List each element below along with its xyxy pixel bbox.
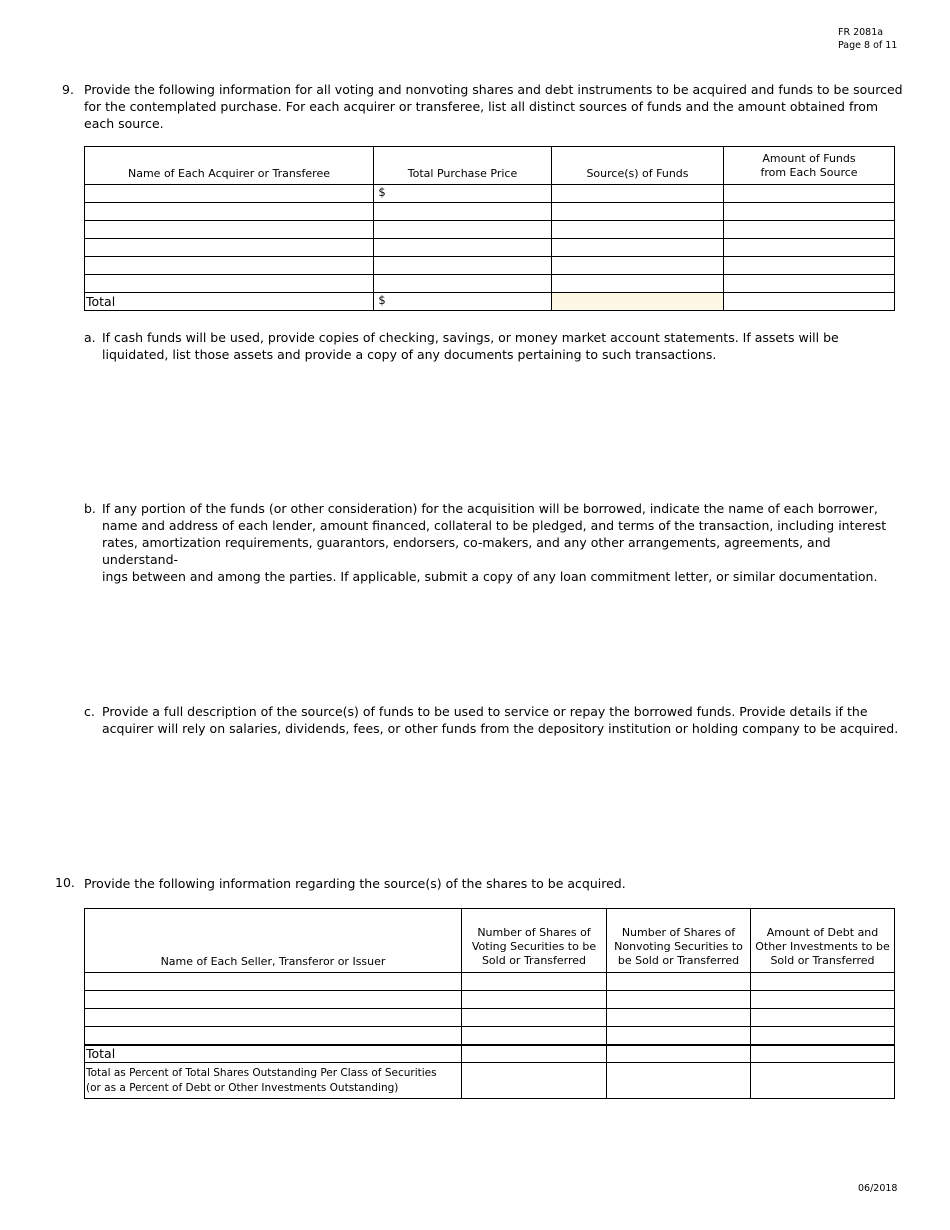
question-9-text-line: each source. xyxy=(84,116,164,131)
total-amount-input[interactable] xyxy=(724,293,895,311)
table-row xyxy=(85,203,895,221)
question-9-text xyxy=(84,81,904,132)
source-input[interactable] xyxy=(552,239,724,257)
sources-of-shares-table xyxy=(84,908,895,1099)
table-row xyxy=(85,1009,895,1027)
col-header-debt-line: Sold or Transferred xyxy=(770,954,875,967)
sub-a-text-line: liquidated, list those assets and provide a copy of any documents pertaining to such transactions. xyxy=(102,347,717,362)
amount-input[interactable] xyxy=(724,185,895,203)
sub-c-text xyxy=(102,703,902,737)
page-number: Page 8 of 11 xyxy=(838,40,898,51)
seller-name-input[interactable] xyxy=(85,1009,462,1027)
purchase-price-input[interactable] xyxy=(374,185,552,203)
table-percent-row xyxy=(85,1063,895,1099)
col-header-debt-line: Other Investments to be xyxy=(755,940,890,953)
table-row xyxy=(85,221,895,239)
form-id: FR 2081a xyxy=(838,27,884,38)
sub-c-letter: c. xyxy=(84,704,95,719)
table-row xyxy=(85,257,895,275)
percent-nonvoting-input[interactable] xyxy=(607,1063,751,1099)
form-header xyxy=(838,26,897,52)
seller-name-input[interactable] xyxy=(85,973,462,991)
voting-shares-input[interactable] xyxy=(462,991,607,1009)
sub-c-answer-area[interactable] xyxy=(102,742,894,866)
table-header-row xyxy=(85,909,895,973)
sub-c-text-line: acquirer will rely on salaries, dividends, fees, or other funds from the depository institution or holding company to be acquired. xyxy=(102,721,899,736)
acquirer-name-input[interactable] xyxy=(85,275,374,293)
text-field[interactable] xyxy=(724,189,894,202)
voting-shares-input[interactable] xyxy=(462,1009,607,1027)
col-header-voting-line: Voting Securities to be xyxy=(471,940,597,953)
percent-label xyxy=(85,1063,462,1099)
percent-label-line: (or as a Percent of Debt or Other Investments Outstanding) xyxy=(86,1081,399,1094)
amount-input[interactable] xyxy=(724,221,895,239)
table-row xyxy=(85,185,895,203)
sources-of-funds-table xyxy=(84,146,895,311)
sub-b-text-line: rates, amortization requirements, guarantors, endorsers, co-makers, and any other arrangements, agreements, and understand- xyxy=(102,535,831,567)
nonvoting-shares-input[interactable] xyxy=(607,991,751,1009)
question-9-text-line: for the contemplated purchase. For each acquirer or transferee, list all distinct sources of funds and the amount obtained from xyxy=(84,99,879,114)
total-voting-input[interactable] xyxy=(462,1045,607,1063)
text-field[interactable] xyxy=(85,189,373,202)
col-header-voting-line: Number of Shares of xyxy=(477,926,591,939)
col-header-voting xyxy=(462,909,607,973)
total-debt-input[interactable] xyxy=(751,1045,895,1063)
sub-a-text-line: If cash funds will be used, provide copies of checking, savings, or money market account statements. If assets will be xyxy=(102,330,839,345)
sub-b-letter: b. xyxy=(84,501,96,516)
sub-b-text-line: If any portion of the funds (or other consideration) for the acquisition will be borrowed, indicate the name of each borrower, xyxy=(102,501,878,516)
col-header-nonvoting xyxy=(607,909,751,973)
nonvoting-shares-input[interactable] xyxy=(607,1027,751,1045)
text-field[interactable] xyxy=(552,189,723,202)
amount-input[interactable] xyxy=(724,257,895,275)
sub-a-letter: a. xyxy=(84,330,96,345)
dollar-field[interactable] xyxy=(374,293,551,307)
debt-amount-input[interactable] xyxy=(751,991,895,1009)
sub-b-answer-area[interactable] xyxy=(102,572,894,696)
table-total-row xyxy=(85,1045,895,1063)
sub-c-text-line: Provide a full description of the source(s) of funds to be used to service or repay the borrowed funds. Provide details if the xyxy=(102,704,868,719)
voting-shares-input[interactable] xyxy=(462,973,607,991)
question-10-text: Provide the following information regarding the source(s) of the shares to be acquired. xyxy=(84,876,626,891)
col-header-nonvoting-line: Nonvoting Securities to xyxy=(614,940,743,953)
acquirer-name-input[interactable] xyxy=(85,239,374,257)
question-9-text-line: Provide the following information for all voting and nonvoting shares and debt instruments to be acquired and funds to be sourced xyxy=(84,82,903,97)
total-label: Total xyxy=(85,293,374,311)
purchase-price-input[interactable] xyxy=(374,239,552,257)
purchase-price-input[interactable] xyxy=(374,275,552,293)
source-input[interactable] xyxy=(552,275,724,293)
debt-amount-input[interactable] xyxy=(751,1009,895,1027)
acquirer-name-input[interactable] xyxy=(85,185,374,203)
table-row xyxy=(85,275,895,293)
sub-b-text-line: ings between and among the parties. If applicable, submit a copy of any loan commitment letter, or similar documentation. xyxy=(102,569,878,584)
col-header-debt xyxy=(751,909,895,973)
dollar-sign: $ xyxy=(378,185,386,199)
percent-label-line: Total as Percent of Total Shares Outstanding Per Class of Securities xyxy=(86,1066,437,1079)
debt-amount-input[interactable] xyxy=(751,1027,895,1045)
voting-shares-input[interactable] xyxy=(462,1027,607,1045)
acquirer-name-input[interactable] xyxy=(85,203,374,221)
sub-b-text-line: name and address of each lender, amount financed, collateral to be pledged, and terms of the transaction, including interest xyxy=(102,518,887,533)
col-header-voting-line: Sold or Transferred xyxy=(481,954,587,967)
table-total-row xyxy=(85,293,895,311)
col-header-debt-line: Amount of Debt and xyxy=(766,926,879,939)
amount-input[interactable] xyxy=(724,239,895,257)
col-header-sources: Source(s) of Funds xyxy=(552,147,724,185)
seller-name-input[interactable] xyxy=(85,1027,462,1045)
table-row xyxy=(85,1027,895,1045)
col-header-acquirer: Name of Each Acquirer or Transferee xyxy=(85,147,374,185)
source-input[interactable] xyxy=(552,185,724,203)
col-header-amount-line: from Each Source xyxy=(760,166,858,179)
total-nonvoting-input[interactable] xyxy=(607,1045,751,1063)
amount-input[interactable] xyxy=(724,203,895,221)
source-input[interactable] xyxy=(552,221,724,239)
col-header-amount-line: Amount of Funds xyxy=(762,152,856,165)
source-input[interactable] xyxy=(552,257,724,275)
nonvoting-shares-input[interactable] xyxy=(607,1009,751,1027)
col-header-seller: Name of Each Seller, Transferor or Issuer xyxy=(85,909,462,973)
table-row xyxy=(85,973,895,991)
total-sources-disabled xyxy=(552,293,724,311)
form-revision-date: 06/2018 xyxy=(858,1183,898,1194)
sub-a-text xyxy=(102,329,902,363)
table-header-row xyxy=(85,147,895,185)
dollar-field[interactable] xyxy=(374,185,551,199)
col-header-nonvoting-line: be Sold or Transferred xyxy=(617,954,740,967)
percent-debt-input[interactable] xyxy=(751,1063,895,1099)
table-row xyxy=(85,239,895,257)
source-input[interactable] xyxy=(552,203,724,221)
col-header-purchase-price: Total Purchase Price xyxy=(374,147,552,185)
question-10-number: 10. xyxy=(55,875,75,890)
dollar-sign: $ xyxy=(378,293,386,307)
nonvoting-shares-input[interactable] xyxy=(607,973,751,991)
table-row xyxy=(85,991,895,1009)
purchase-price-input[interactable] xyxy=(374,257,552,275)
acquirer-name-input[interactable] xyxy=(85,221,374,239)
col-header-nonvoting-line: Number of Shares of xyxy=(621,926,736,939)
debt-amount-input[interactable] xyxy=(751,973,895,991)
sub-a-answer-area[interactable] xyxy=(102,368,894,494)
acquirer-name-input[interactable] xyxy=(85,257,374,275)
amount-input[interactable] xyxy=(724,275,895,293)
percent-voting-input[interactable] xyxy=(462,1063,607,1099)
total-label: Total xyxy=(85,1045,462,1063)
purchase-price-input[interactable] xyxy=(374,203,552,221)
seller-name-input[interactable] xyxy=(85,991,462,1009)
col-header-amount xyxy=(724,147,895,185)
purchase-price-input[interactable] xyxy=(374,221,552,239)
question-9-number: 9. xyxy=(62,82,74,97)
total-purchase-price-input[interactable] xyxy=(374,293,552,311)
